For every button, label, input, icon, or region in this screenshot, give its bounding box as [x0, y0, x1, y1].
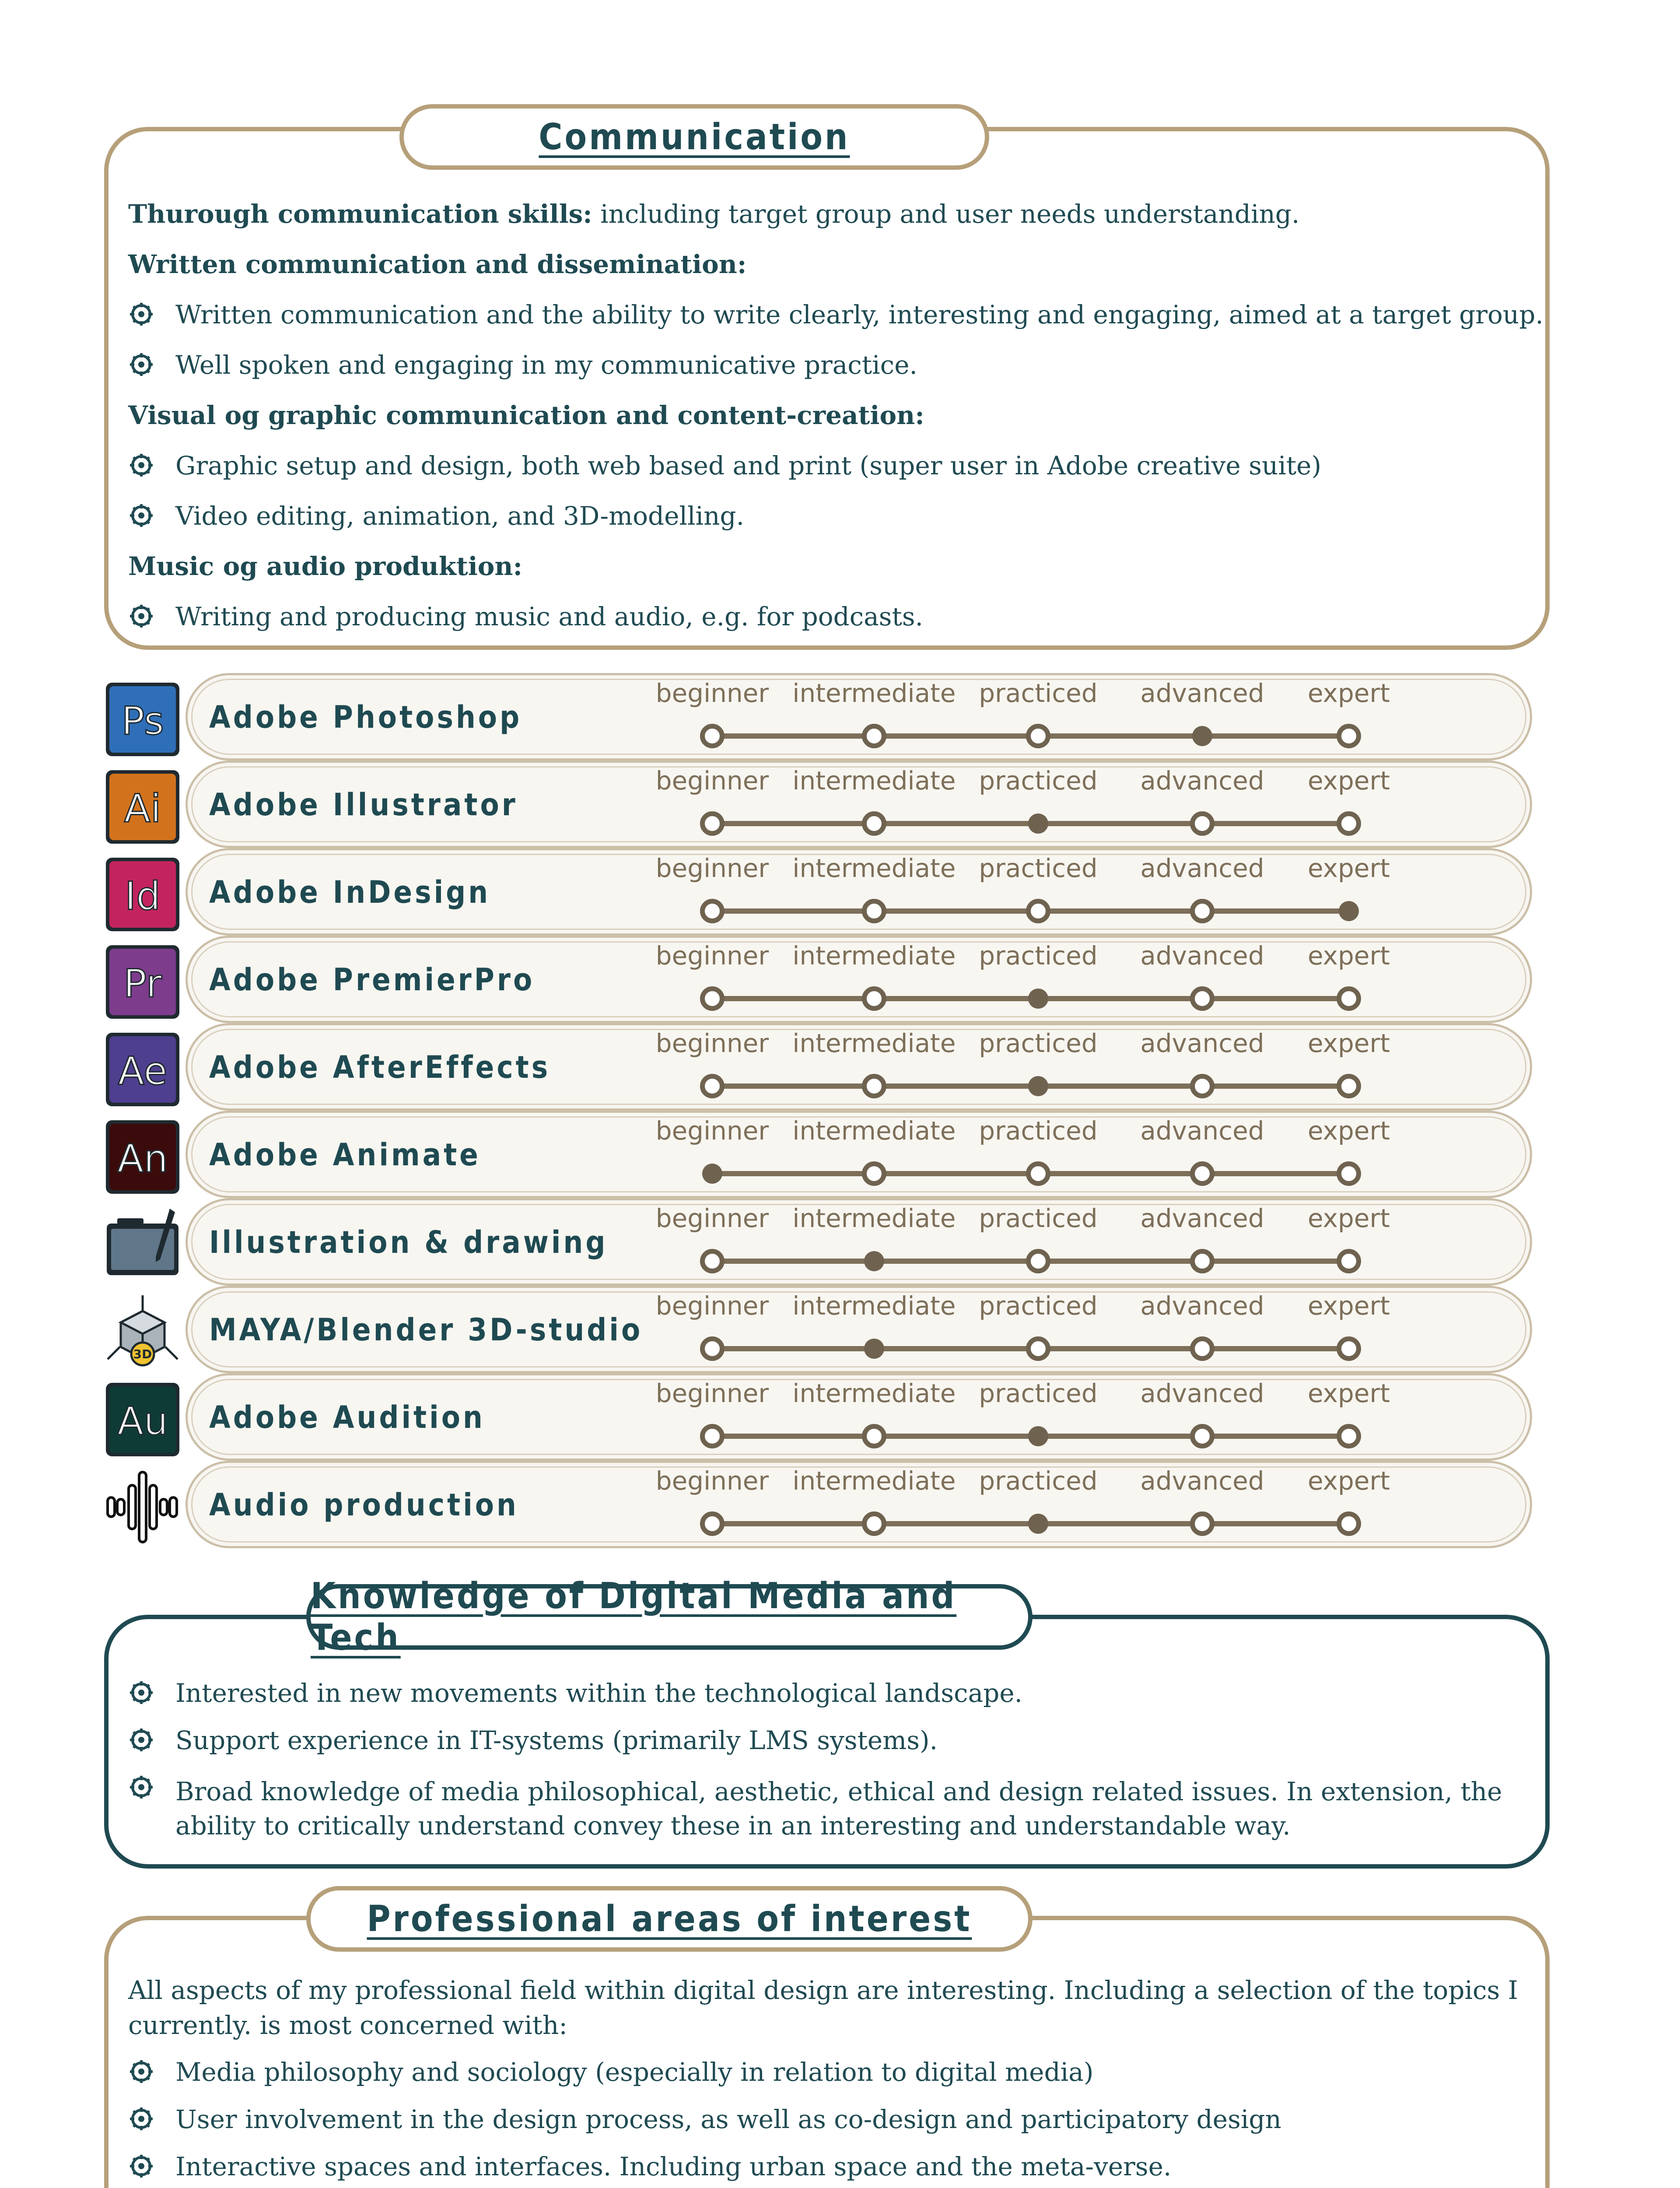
- bullet-icon: [128, 2106, 154, 2132]
- level-marker: [862, 986, 886, 1011]
- bullet-icon: [128, 351, 154, 378]
- level-label: practiced: [979, 853, 1098, 883]
- level-marker: [862, 1424, 886, 1448]
- level-label: practiced: [979, 1378, 1098, 1408]
- level-scale: [655, 761, 1395, 848]
- level-label: intermediate: [792, 941, 956, 971]
- list-item: Written communication and the ability to write clearly, interesting and engaging, aimed at a target group.: [128, 302, 1544, 328]
- level-marker: [1337, 1336, 1361, 1361]
- level-label: intermediate: [792, 1203, 956, 1233]
- list-item: Video editing, animation, and 3D-modelling.: [128, 503, 744, 529]
- communication-intro: Thurough communication skills: including target group and user needs understanding.: [128, 199, 1300, 229]
- level-marker-selected: [1028, 989, 1048, 1009]
- knowledge-title: Knowledge of Digital Media and Tech: [306, 1584, 1032, 1650]
- skill-name: Audio production: [209, 1487, 519, 1523]
- 3d-cube-icon: [104, 1294, 181, 1371]
- level-marker: [1190, 1161, 1214, 1186]
- level-label: advanced: [1140, 1378, 1264, 1408]
- svg-text:An: An: [117, 1136, 168, 1181]
- level-marker: [1337, 1511, 1361, 1536]
- level-label: expert: [1307, 1028, 1390, 1058]
- svg-text:Ps: Ps: [121, 698, 164, 743]
- level-marker: [1337, 1074, 1361, 1098]
- list-item: Graphic setup and design, both web based and print (super user in Adobe creative suite): [128, 453, 1321, 479]
- level-marker-selected: [702, 1164, 722, 1184]
- level-marker: [1190, 1424, 1214, 1448]
- level-label: practiced: [979, 1116, 1098, 1146]
- list-item: Writing and producing music and audio, e.g. for podcasts.: [128, 604, 923, 630]
- level-label: beginner: [655, 853, 769, 883]
- level-label: intermediate: [792, 1378, 956, 1408]
- level-marker: [1337, 1161, 1361, 1186]
- written-heading: Written communication and dissemination:: [128, 249, 747, 279]
- level-marker: [1337, 986, 1361, 1011]
- level-marker: [1026, 1336, 1050, 1361]
- level-scale: [655, 848, 1395, 936]
- bullet-icon: [128, 1727, 154, 1753]
- level-marker: [1190, 1074, 1214, 1098]
- skill-row: [104, 673, 1550, 761]
- visual-heading: Visual og graphic communication and content-creation:: [128, 400, 924, 430]
- level-marker: [1190, 1249, 1214, 1273]
- level-label: beginner: [655, 1116, 769, 1146]
- list-item: Well spoken and engaging in my communicative practice.: [128, 352, 917, 379]
- level-marker-selected: [864, 1339, 884, 1359]
- level-scale: [655, 1198, 1395, 1286]
- level-marker: [700, 811, 724, 836]
- level-marker: [862, 1511, 886, 1536]
- aftereffects-icon: [104, 1031, 181, 1108]
- level-marker-selected: [1192, 726, 1212, 746]
- list-item: Interactive spaces and interfaces. Including urban space and the meta-verse.: [128, 2154, 1171, 2180]
- premierpro-icon: [104, 943, 181, 1020]
- level-marker-selected: [1028, 1076, 1048, 1096]
- level-marker: [1026, 899, 1050, 923]
- level-label: advanced: [1140, 941, 1264, 971]
- level-label: expert: [1307, 1116, 1390, 1146]
- level-label: expert: [1307, 1291, 1390, 1321]
- bullet-icon: [128, 502, 154, 529]
- level-label: expert: [1307, 1466, 1390, 1496]
- level-label: expert: [1307, 1378, 1390, 1408]
- level-marker: [862, 1161, 886, 1186]
- level-label: advanced: [1140, 853, 1264, 883]
- indesign-icon: [104, 856, 181, 933]
- audition-icon: [104, 1381, 181, 1458]
- level-label: beginner: [655, 1378, 769, 1408]
- level-marker: [862, 899, 886, 923]
- skill-name: Adobe PremierPro: [209, 962, 535, 998]
- communication-title: Communication: [399, 104, 989, 170]
- svg-text:Id: Id: [125, 873, 161, 919]
- level-scale: [655, 1461, 1395, 1548]
- skill-name: Adobe AfterEffects: [209, 1049, 551, 1085]
- level-marker: [1026, 1249, 1050, 1273]
- skill-row: [104, 1373, 1550, 1461]
- skill-name: Illustration & drawing: [209, 1224, 608, 1260]
- level-label: beginner: [655, 766, 769, 796]
- list-item: Support experience in IT-systems (primarily LMS systems).: [128, 1728, 938, 1754]
- level-label: advanced: [1140, 766, 1264, 796]
- level-marker: [1337, 1424, 1361, 1448]
- level-label: practiced: [979, 1203, 1098, 1233]
- level-label: practiced: [979, 1466, 1098, 1496]
- level-label: advanced: [1140, 1203, 1264, 1233]
- level-marker: [700, 986, 724, 1011]
- sound-wave-icon: [104, 1469, 181, 1546]
- level-marker: [1337, 724, 1361, 748]
- level-label: expert: [1307, 766, 1390, 796]
- level-scale: [655, 1373, 1395, 1461]
- level-marker: [700, 899, 724, 923]
- skill-row: [104, 1023, 1550, 1111]
- level-marker: [1190, 899, 1214, 923]
- skill-row: [104, 761, 1550, 848]
- svg-text:Ae: Ae: [118, 1048, 168, 1094]
- level-marker: [700, 1336, 724, 1361]
- music-heading: Music og audio produktion:: [128, 551, 523, 581]
- level-scale: [655, 1111, 1395, 1198]
- level-label: advanced: [1140, 1291, 1264, 1321]
- list-item: Broad knowledge of media philosophical, aesthetic, ethical and design related issues. In extension, the ability to critically understand convey these in an interesting and understandable way.: [128, 1775, 1534, 1843]
- level-marker: [862, 724, 886, 748]
- level-marker: [1190, 1336, 1214, 1361]
- level-marker-selected: [864, 1251, 884, 1271]
- level-label: beginner: [655, 1203, 769, 1233]
- skill-row: [104, 1286, 1550, 1373]
- level-marker: [700, 724, 724, 748]
- photoshop-icon: [104, 681, 181, 758]
- svg-text:Ai: Ai: [124, 786, 161, 831]
- svg-text:Pr: Pr: [123, 961, 162, 1006]
- level-label: expert: [1307, 1203, 1390, 1233]
- level-marker: [700, 1074, 724, 1098]
- interests-section: [104, 1916, 1550, 2188]
- level-marker: [862, 1074, 886, 1098]
- level-label: expert: [1307, 678, 1390, 708]
- level-label: intermediate: [792, 678, 956, 708]
- level-marker: [1337, 811, 1361, 836]
- level-marker: [1337, 1249, 1361, 1273]
- bullet-icon: [128, 1680, 154, 1706]
- level-label: intermediate: [792, 1291, 956, 1321]
- skill-row: [104, 1198, 1550, 1286]
- level-label: practiced: [979, 941, 1098, 971]
- level-label: beginner: [655, 941, 769, 971]
- bullet-icon: [128, 301, 154, 327]
- level-marker: [862, 811, 886, 836]
- bullet-icon: [128, 2058, 154, 2085]
- level-scale: [655, 1023, 1395, 1111]
- bullet-icon: [128, 1774, 154, 1800]
- level-marker: [1026, 1161, 1050, 1186]
- level-label: intermediate: [792, 853, 956, 883]
- level-scale: [655, 673, 1395, 761]
- skill-name: Adobe Audition: [209, 1399, 485, 1435]
- level-marker: [700, 1511, 724, 1536]
- level-marker: [1190, 1511, 1214, 1536]
- level-label: beginner: [655, 678, 769, 708]
- level-marker: [700, 1424, 724, 1448]
- skill-row: [104, 1111, 1550, 1198]
- level-marker-selected: [1028, 1426, 1048, 1446]
- drawing-tablet-icon: [104, 1206, 181, 1283]
- level-label: beginner: [655, 1291, 769, 1321]
- skill-name: Adobe InDesign: [209, 874, 491, 910]
- svg-text:Au: Au: [117, 1399, 168, 1444]
- interests-title: Professional areas of interest: [306, 1886, 1032, 1952]
- communication-section: [104, 127, 1550, 650]
- level-label: advanced: [1140, 678, 1264, 708]
- skill-name: MAYA/Blender 3D-studio: [209, 1312, 643, 1348]
- level-label: intermediate: [792, 1028, 956, 1058]
- level-label: practiced: [979, 678, 1098, 708]
- level-label: advanced: [1140, 1116, 1264, 1146]
- skill-name: Adobe Animate: [209, 1137, 481, 1173]
- bullet-icon: [128, 603, 154, 629]
- animate-icon: [104, 1119, 181, 1196]
- level-label: expert: [1307, 853, 1390, 883]
- bullet-icon: [128, 452, 154, 478]
- skill-row: [104, 1461, 1550, 1548]
- level-label: intermediate: [792, 1116, 956, 1146]
- skill-row: [104, 848, 1550, 936]
- level-marker-selected: [1339, 901, 1359, 921]
- level-scale: [655, 1286, 1395, 1373]
- interests-intro: All aspects of my professional field within digital design are interesting. Including a selection of the topics I currently. is most concerned with:: [128, 1975, 1518, 2041]
- level-marker: [1190, 811, 1214, 836]
- list-item: User involvement in the design process, as well as co-design and participatory design: [128, 2107, 1281, 2133]
- level-marker-selected: [1028, 813, 1048, 834]
- bullet-icon: [128, 2153, 154, 2179]
- level-label: advanced: [1140, 1028, 1264, 1058]
- svg-text:3D: 3D: [133, 1347, 152, 1361]
- skill-name: Adobe Photoshop: [209, 699, 522, 735]
- level-label: practiced: [979, 1291, 1098, 1321]
- level-label: intermediate: [792, 1466, 956, 1496]
- level-marker-selected: [1028, 1514, 1048, 1534]
- illustrator-icon: [104, 768, 181, 845]
- list-item: Media philosophy and sociology (especially in relation to digital media): [128, 2059, 1093, 2086]
- level-label: expert: [1307, 941, 1390, 971]
- level-label: intermediate: [792, 766, 956, 796]
- level-scale: [655, 936, 1395, 1023]
- level-marker: [1190, 986, 1214, 1011]
- skill-row: [104, 936, 1550, 1023]
- level-label: practiced: [979, 1028, 1098, 1058]
- skill-name: Adobe Illustrator: [209, 787, 518, 823]
- level-label: advanced: [1140, 1466, 1264, 1496]
- level-marker: [1026, 724, 1050, 748]
- level-label: beginner: [655, 1028, 769, 1058]
- level-marker: [700, 1249, 724, 1273]
- level-label: beginner: [655, 1466, 769, 1496]
- level-label: practiced: [979, 766, 1098, 796]
- list-item: Interested in new movements within the technological landscape.: [128, 1680, 1022, 1707]
